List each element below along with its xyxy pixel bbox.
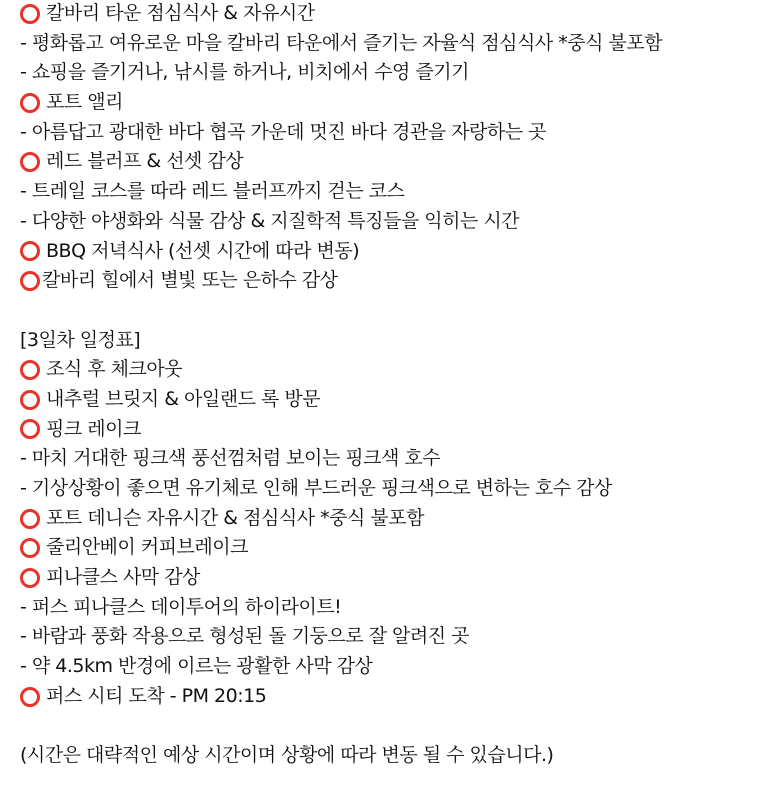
line-text: - 마치 거대한 핑크색 풍선껌처럼 보이는 핑크색 호수 bbox=[20, 447, 441, 470]
text-line bbox=[20, 474, 755, 504]
line-text: 포트 앨리 bbox=[46, 91, 123, 114]
line-text: - 기상상황이 좋으면 유기체로 인해 부드러운 핑크색으로 변하는 호수 감상 bbox=[20, 477, 612, 499]
bullet-item bbox=[20, 504, 755, 534]
line-text: - 쇼핑을 즐기거나, 낚시를 하거나, 비치에서 수영 즐기기 bbox=[20, 61, 470, 84]
itinerary-document bbox=[20, 0, 755, 771]
line-text: 줄리안베이 커피브레이크 bbox=[46, 536, 248, 559]
bullet-item bbox=[20, 682, 755, 712]
bullet-item bbox=[20, 266, 755, 296]
bullet-item bbox=[20, 533, 755, 563]
bullet-item bbox=[20, 355, 755, 385]
bullet-item bbox=[20, 88, 755, 118]
line-text: 핑크 레이크 bbox=[46, 417, 141, 440]
line-text: 피나클스 사막 감상 bbox=[46, 566, 200, 589]
text-line bbox=[20, 118, 755, 148]
bullet-item bbox=[20, 147, 755, 177]
blank-line bbox=[20, 712, 755, 742]
text-line bbox=[20, 444, 755, 474]
red-circle-icon bbox=[20, 390, 40, 410]
line-text: BBQ 저녁식사 (선셋 시간에 따라 변동) bbox=[46, 239, 360, 262]
text-line bbox=[20, 207, 755, 237]
line-text: 조식 후 체크아웃 bbox=[46, 358, 183, 381]
line-text: - 다양한 야생화와 식물 감상 & 지질학적 특징들을 익히는 시간 bbox=[20, 209, 520, 232]
bullet-item bbox=[20, 563, 755, 593]
bullet-item bbox=[20, 237, 755, 267]
line-text: - 평화롭고 여유로운 마을 칼바리 타운에서 즐기는 자율식 점심식사 *중식 불포함 bbox=[20, 31, 663, 54]
red-circle-icon bbox=[20, 4, 40, 24]
text-line bbox=[20, 177, 755, 207]
red-circle-icon bbox=[20, 241, 40, 261]
red-circle-icon bbox=[20, 538, 40, 558]
line-text: (시간은 대략적인 예상 시간이며 상황에 따라 변동 될 수 있습니다.) bbox=[20, 744, 554, 767]
line-text: 칼바리 타운 점심식사 & 자유시간 bbox=[46, 2, 315, 24]
line-text: 내추럴 브릿지 & 아일랜드 록 방문 bbox=[46, 387, 321, 410]
line-text: - 바람과 풍화 작용으로 형성된 돌 기둥으로 잘 알려진 곳 bbox=[20, 625, 470, 648]
red-circle-icon bbox=[20, 93, 40, 113]
line-text: 퍼스 시티 도착 - PM 20:15 bbox=[46, 684, 267, 707]
line-text: 포트 데니슨 자유시간 & 점심식사 *중식 불포함 bbox=[46, 506, 424, 529]
line-text: 레드 블러프 & 선셋 감상 bbox=[46, 150, 244, 173]
red-circle-icon bbox=[20, 152, 40, 172]
line-text: 칼바리 힐에서 별빛 또는 은하수 감상 bbox=[42, 269, 338, 292]
text-line bbox=[20, 741, 755, 771]
bullet-item bbox=[20, 0, 755, 29]
bullet-item bbox=[20, 385, 755, 415]
text-line bbox=[20, 58, 755, 88]
red-circle-icon bbox=[20, 360, 40, 380]
line-text: - 퍼스 피나클스 데이투어의 하이라이트! bbox=[20, 595, 342, 618]
text-line bbox=[20, 593, 755, 623]
red-circle-icon bbox=[20, 509, 40, 529]
text-line bbox=[20, 29, 755, 59]
line-text: [3일차 일정표] bbox=[20, 328, 141, 351]
red-circle-icon bbox=[20, 419, 40, 439]
line-text: - 트레일 코스를 따라 레드 블러프까지 걷는 코스 bbox=[20, 180, 405, 203]
text-line bbox=[20, 652, 755, 682]
red-circle-icon bbox=[20, 568, 40, 588]
red-circle-icon bbox=[20, 687, 40, 707]
line-text: - 약 4.5km 반경에 이르는 광활한 사막 감상 bbox=[20, 655, 373, 678]
red-circle-icon bbox=[20, 271, 40, 291]
blank-line bbox=[20, 296, 755, 326]
text-line bbox=[20, 326, 755, 356]
bullet-item bbox=[20, 415, 755, 445]
text-line bbox=[20, 622, 755, 652]
line-text: - 아름답고 광대한 바다 협곡 가운데 멋진 바다 경관을 자랑하는 곳 bbox=[20, 120, 546, 143]
